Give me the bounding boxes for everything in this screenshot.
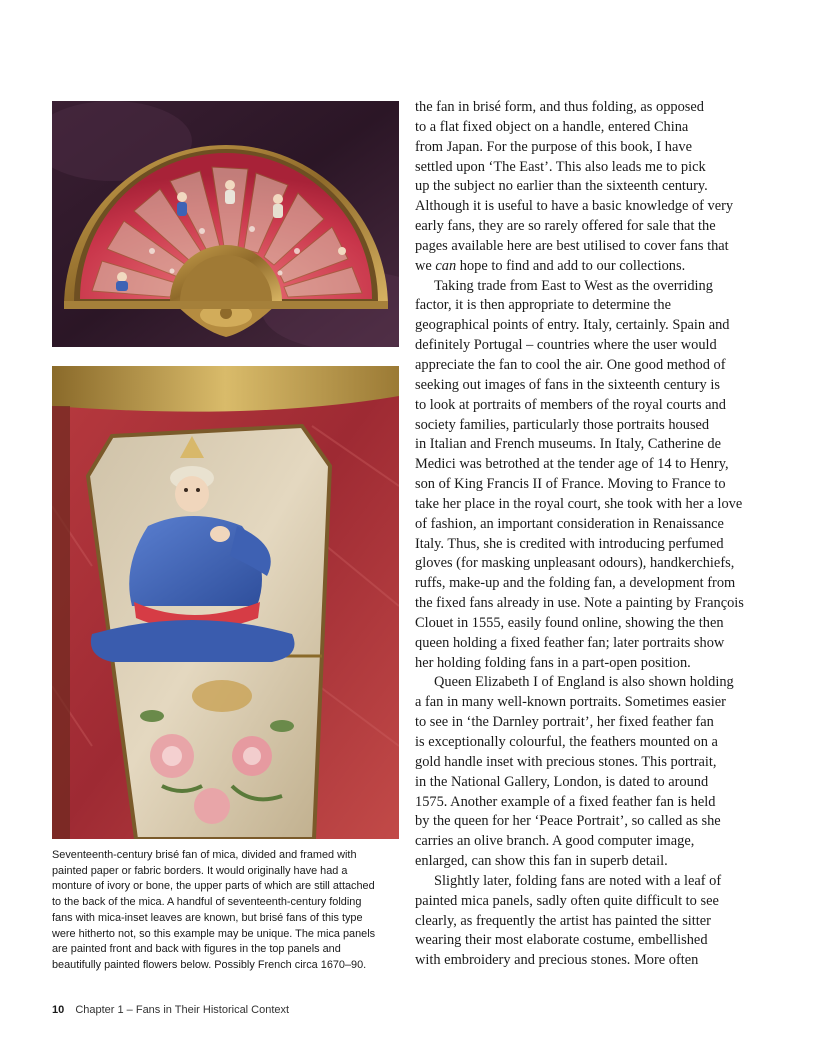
body-line: factor, it is then appropriate to determine the — [415, 297, 671, 314]
fan-panel-detail-illustration — [52, 366, 399, 839]
caption-line: to the back of the mica. A handful of seventeenth-century folding — [52, 896, 362, 909]
body-line: by the queen for her ‘Peace Portrait’, so called as she — [415, 813, 721, 830]
body-line: enlarged, can show this fan in superb detail. — [415, 853, 668, 870]
body-line: Although it is useful to have a basic knowledge of very — [415, 198, 734, 215]
body-line: Italy. Thus, she is credited with introducing perfumed — [415, 535, 724, 552]
body-line: in the National Gallery, London, is dated to around — [415, 773, 709, 790]
body-line: the fan in brisé form, and thus folding, as opposed — [415, 99, 704, 115]
body-line: seeking out images of fans in the sixteenth century is — [415, 376, 720, 393]
body-line: her holding folding fans in a part-open position. — [415, 654, 691, 671]
body-line: clearly, as frequently the artist has painted the sitter — [415, 912, 711, 929]
caption-line: Seventeenth-century brisé fan of mica, divided and framed with — [52, 849, 357, 861]
body-line: to see in ‘the Darnley portrait’, her fixed feather fan — [415, 714, 714, 731]
running-title: Chapter 1 – Fans in Their Historical Context — [75, 1004, 290, 1016]
body-line: ruffs, make-up and the folding fan, a development from — [415, 575, 736, 592]
body-line: pages available here are best utilised to cover fans that — [415, 237, 729, 254]
caption-line: beautifully painted flowers below. Possibly French circa 1670–90. — [52, 958, 367, 971]
body-line: society families, particularly those portraits housed — [415, 416, 710, 433]
body-line: to a flat fixed object on a handle, entered China — [415, 118, 689, 135]
emphasis-can: can — [435, 257, 457, 274]
page-number: 10 — [52, 1004, 65, 1016]
body-line: carries an olive branch. A good computer image, — [415, 833, 695, 850]
paragraph-start: Taking trade from East to West as the overriding — [434, 277, 713, 294]
paragraph-start: Queen Elizabeth I of England is also shown holding — [434, 674, 734, 691]
caption-line: painted paper or fabric borders. It would originally have had a — [52, 864, 348, 877]
body-line-part: we — [415, 257, 436, 274]
body-line: appreciate the fan to cool the air. One good method of — [415, 356, 726, 373]
caption-line: fans with mica-inset leaves are known, but brisé fans of this type — [52, 911, 363, 924]
body-line: Medici was betrothed at the tender age of 14 to Henry, — [415, 456, 729, 473]
caption-line: were hitherto not, so this example may be unique. The mica panels — [52, 927, 376, 940]
body-line: gold handle inset with precious stones. This portrait, — [415, 753, 717, 770]
fan-photo-full — [52, 101, 399, 347]
body-line: definitely Portugal – countries where the user would — [415, 337, 717, 354]
body-line: settled upon ‘The East’. This also leads me to pick — [415, 158, 706, 175]
body-line-part: hope to find and add to our collections. — [456, 257, 686, 274]
body-line: early fans, they are so rarely offered for sale that the — [415, 218, 716, 235]
body-line: wearing their most elaborate costume, embellished — [415, 932, 708, 949]
body-line: with embroidery and precious stones. More often — [415, 952, 699, 969]
body-line: gloves (for masking unpleasant odours), handkerchiefs, — [415, 555, 735, 572]
body-line: geographical points of entry. Italy, certainly. Spain and — [415, 317, 730, 334]
fan-full-illustration — [52, 101, 399, 347]
fan-photo-detail — [52, 366, 399, 839]
body-line: queen holding a fixed feather fan; later portraits show — [415, 634, 725, 651]
body-line: from Japan. For the purpose of this book, I have — [415, 138, 692, 155]
body-line-with-emphasis — [415, 257, 767, 277]
body-line: is exceptionally colourful, the feathers mounted on a — [415, 734, 718, 750]
body-line: take her place in the royal court, she took with her a love — [415, 495, 743, 512]
body-line: to look at portraits of members of the royal courts and — [415, 396, 726, 413]
body-line: a fan in many well-known portraits. Sometimes easier — [415, 694, 726, 711]
body-line: son of King Francis II of France. Moving to France to — [415, 476, 726, 493]
body-line: 1575. Another example of a fixed feather fan is held — [415, 793, 716, 810]
body-line: up the subject no earlier than the sixteenth century. — [415, 178, 708, 195]
body-line: Clouet in 1555, easily found online, showing the then — [415, 614, 724, 631]
body-line: in Italian and French museums. In Italy, Catherine de — [415, 436, 721, 453]
body-line: of fashion, an important consideration in Renaissance — [415, 515, 724, 532]
page-footer — [52, 1004, 289, 1016]
caption-line: are painted front and back with figures in the top panels and — [52, 943, 341, 956]
body-line: the fixed fans already in use. Note a painting by François — [415, 595, 744, 612]
photo-caption — [52, 848, 402, 974]
caption-line: monture of ivory or bone, the upper parts of which are still attached — [52, 880, 375, 893]
body-text-column — [415, 98, 767, 971]
body-line: painted mica panels, sadly often quite difficult to see — [415, 892, 719, 909]
paragraph-start: Slightly later, folding fans are noted with a leaf of — [434, 872, 722, 889]
